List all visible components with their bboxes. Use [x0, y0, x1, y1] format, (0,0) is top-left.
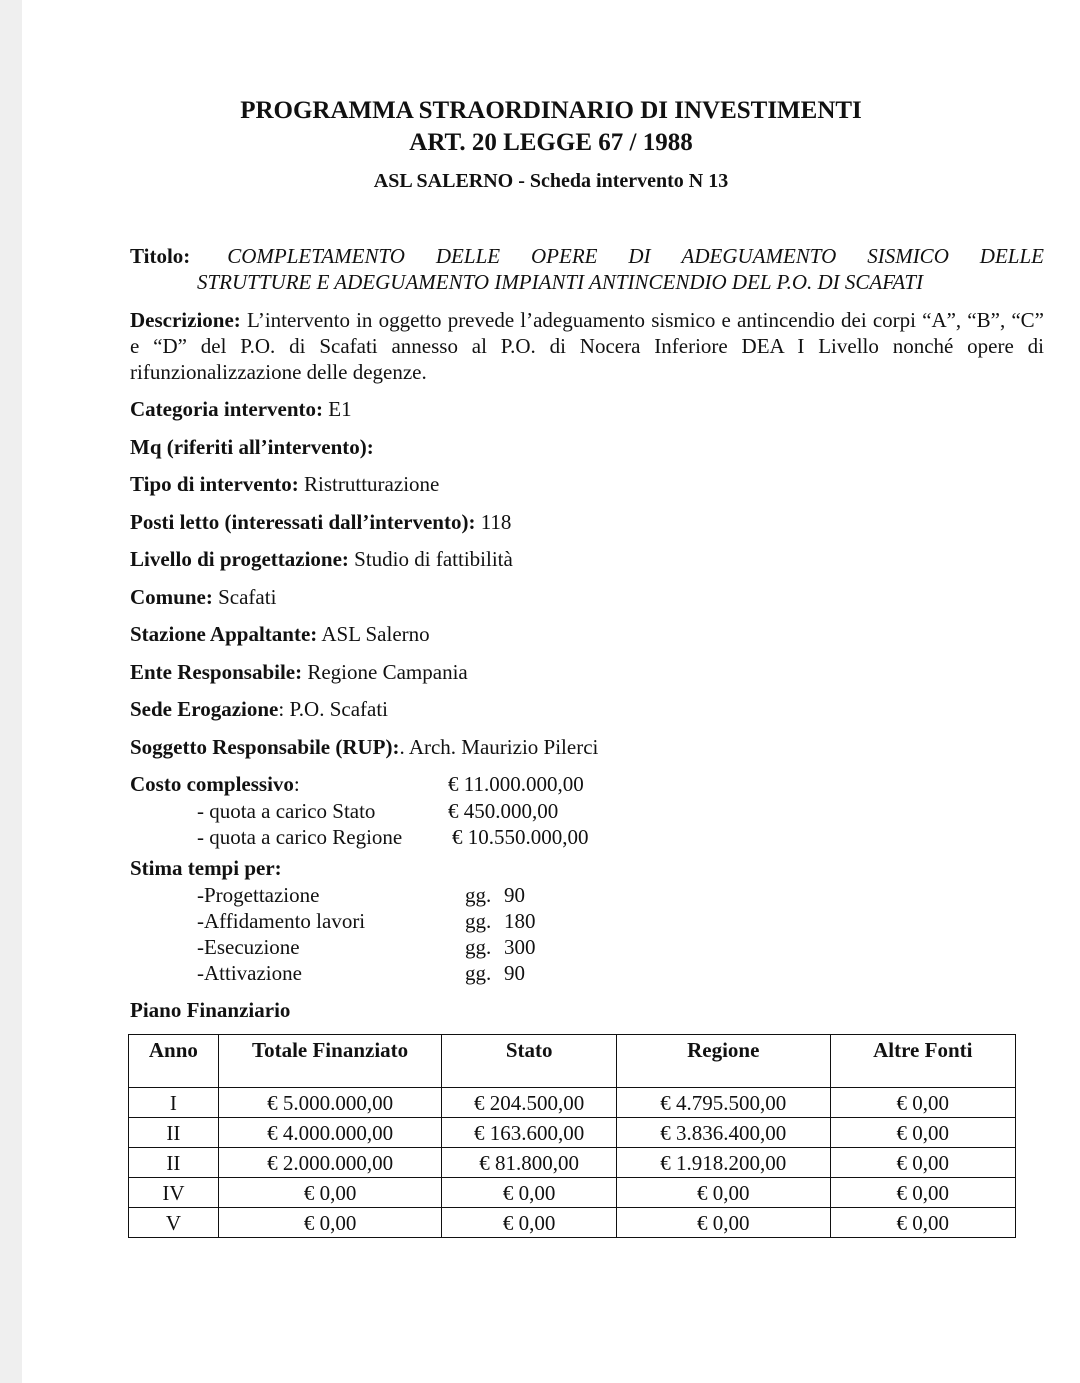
- table-cell: € 2.000.000,00: [218, 1148, 442, 1178]
- table-cell: € 4.000.000,00: [218, 1118, 442, 1148]
- field-value: ASL Salerno: [317, 622, 430, 646]
- tempo-value: 180: [504, 909, 536, 933]
- stima-tempi: [130, 855, 282, 881]
- heading-scheda: ASL SALERNO - Scheda intervento N 13: [373, 170, 729, 192]
- document-page: [22, 0, 1080, 1383]
- field-value: E1: [323, 397, 352, 421]
- field-label: Ente Responsabile:: [130, 660, 303, 684]
- column-header: Totale Finanziato: [218, 1035, 442, 1088]
- table-row: [129, 1208, 1016, 1238]
- field-label: Categoria intervento:: [130, 397, 324, 421]
- field-label: Livello di progettazione:: [130, 547, 349, 571]
- tempo-label: -Affidamento lavori: [197, 909, 366, 933]
- field-mq: [130, 434, 374, 460]
- quota-stato-value: € 450.000,00: [448, 799, 559, 823]
- table-row: [129, 1118, 1016, 1148]
- field-label: Posti letto (interessati dall’intervento):: [130, 510, 476, 534]
- table-cell: I: [129, 1088, 219, 1118]
- field-livello: [130, 546, 513, 572]
- field-posti-letto: [130, 509, 511, 535]
- column-header: Anno: [129, 1035, 219, 1088]
- field-stazione: [130, 621, 430, 647]
- field-value: Scafati: [212, 585, 277, 609]
- titolo-word: COMPLETAMENTO: [227, 244, 405, 268]
- field-value: Ristrutturazione: [298, 472, 440, 496]
- quota-stato-label: - quota a carico Stato: [197, 799, 376, 823]
- field-label: Mq (riferiti all’intervento):: [130, 435, 374, 459]
- table-cell: € 0,00: [617, 1178, 831, 1208]
- table-row: [129, 1178, 1016, 1208]
- tempo-label: -Progettazione: [197, 883, 320, 907]
- descrizione-text: L’intervento in oggetto prevede l’adeguamento sismico e antincendio dei corpi “A”, “B”, “C” e “D” del P.O. di Scafati annesso al P.O. di Nocera Inferiore DEA I Livello nonché opere di rifunzionalizzazione delle degenze.: [130, 308, 1044, 384]
- titolo-word: ADEGUAMENTO: [681, 244, 837, 268]
- table-cell: € 81.800,00: [442, 1148, 617, 1178]
- costo-label-suffix: :: [293, 772, 300, 796]
- table-cell: € 5.000.000,00: [218, 1088, 442, 1118]
- field-value: . Arch. Maurizio Pilerci: [399, 735, 599, 759]
- table-cell: € 0,00: [218, 1208, 442, 1238]
- table-cell: € 0,00: [617, 1208, 831, 1238]
- field-value: Regione Campania: [302, 660, 468, 684]
- column-header: Altre Fonti: [830, 1035, 1015, 1088]
- tempo-value: 300: [504, 935, 536, 959]
- table-row: [129, 1148, 1016, 1178]
- table-cell: € 0,00: [830, 1118, 1015, 1148]
- tempo-unit: gg.: [465, 935, 492, 959]
- table-cell: € 0,00: [830, 1148, 1015, 1178]
- table-cell: € 0,00: [442, 1178, 617, 1208]
- costo-total: € 11.000.000,00: [448, 772, 584, 796]
- quota-regione-value: € 10.550.000,00: [452, 825, 589, 849]
- descrizione-block: [130, 307, 1044, 385]
- table-cell: V: [129, 1208, 219, 1238]
- costo-label: Costo complessivo: [130, 772, 294, 796]
- titolo-block: [130, 243, 1044, 295]
- field-value: 118: [475, 510, 512, 534]
- tempo-label: -Attivazione: [197, 961, 302, 985]
- titolo-word: DI: [628, 244, 651, 268]
- table-cell: II: [129, 1148, 219, 1178]
- table-cell: € 4.795.500,00: [617, 1088, 831, 1118]
- table-cell: € 3.836.400,00: [617, 1118, 831, 1148]
- heading-law: ART. 20 LEGGE 67 / 1988: [409, 129, 693, 156]
- titolo-word: DELLE: [435, 244, 501, 268]
- piano-finanziario-table: [128, 1034, 1016, 1238]
- column-header: Regione: [617, 1035, 831, 1088]
- field-sede: [130, 696, 388, 722]
- table-cell: € 0,00: [830, 1088, 1015, 1118]
- descrizione-label: Descrizione:: [130, 308, 241, 332]
- table-row: [129, 1088, 1016, 1118]
- tempo-unit: gg.: [465, 961, 492, 985]
- table-cell: € 0,00: [218, 1178, 442, 1208]
- field-label: Tipo di intervento:: [130, 472, 299, 496]
- piano-label: Piano Finanziario: [130, 998, 291, 1022]
- field-label: Sede Erogazione: [130, 697, 279, 721]
- titolo-line-1: [130, 243, 1044, 269]
- column-header: Stato: [442, 1035, 617, 1088]
- titolo-word: SISMICO: [867, 244, 949, 268]
- field-value: Studio di fattibilità: [348, 547, 513, 571]
- tempo-value: 90: [504, 961, 525, 985]
- heading-program: PROGRAMMA STRAORDINARIO DI INVESTIMENTI: [240, 97, 862, 124]
- field-label: Soggetto Responsabile (RUP):: [130, 735, 400, 759]
- field-ente: [130, 659, 468, 685]
- stima-tempi-label: Stima tempi per:: [130, 856, 282, 880]
- costo-complessivo: [130, 771, 300, 797]
- table-cell: IV: [129, 1178, 219, 1208]
- table-cell: € 0,00: [830, 1178, 1015, 1208]
- field-label: Comune:: [130, 585, 213, 609]
- table-cell: € 163.600,00: [442, 1118, 617, 1148]
- tempo-label: -Esecuzione: [197, 935, 300, 959]
- titolo-word: DELLE: [979, 244, 1044, 268]
- tempo-unit: gg.: [465, 883, 492, 907]
- titolo-line-2: STRUTTURE E ADEGUAMENTO IMPIANTI ANTINCENDIO DEL P.O. DI SCAFATI: [197, 270, 924, 294]
- field-categoria: [130, 396, 352, 422]
- field-comune: [130, 584, 276, 610]
- table-cell: € 0,00: [830, 1208, 1015, 1238]
- tempo-unit: gg.: [465, 909, 492, 933]
- table-header-row: [129, 1035, 1016, 1088]
- titolo-label: Titolo:: [130, 244, 191, 268]
- table-cell: € 204.500,00: [442, 1088, 617, 1118]
- table-cell: € 1.918.200,00: [617, 1148, 831, 1178]
- table-cell: € 0,00: [442, 1208, 617, 1238]
- field-value: : P.O. Scafati: [278, 697, 389, 721]
- quota-regione-label: - quota a carico Regione: [197, 825, 403, 849]
- table-cell: II: [129, 1118, 219, 1148]
- piano-finanziario: [130, 997, 290, 1023]
- tempo-value: 90: [504, 883, 525, 907]
- field-tipo: [130, 471, 439, 497]
- titolo-word: OPERE: [531, 244, 598, 268]
- field-rup: [130, 734, 598, 760]
- field-label: Stazione Appaltante:: [130, 622, 318, 646]
